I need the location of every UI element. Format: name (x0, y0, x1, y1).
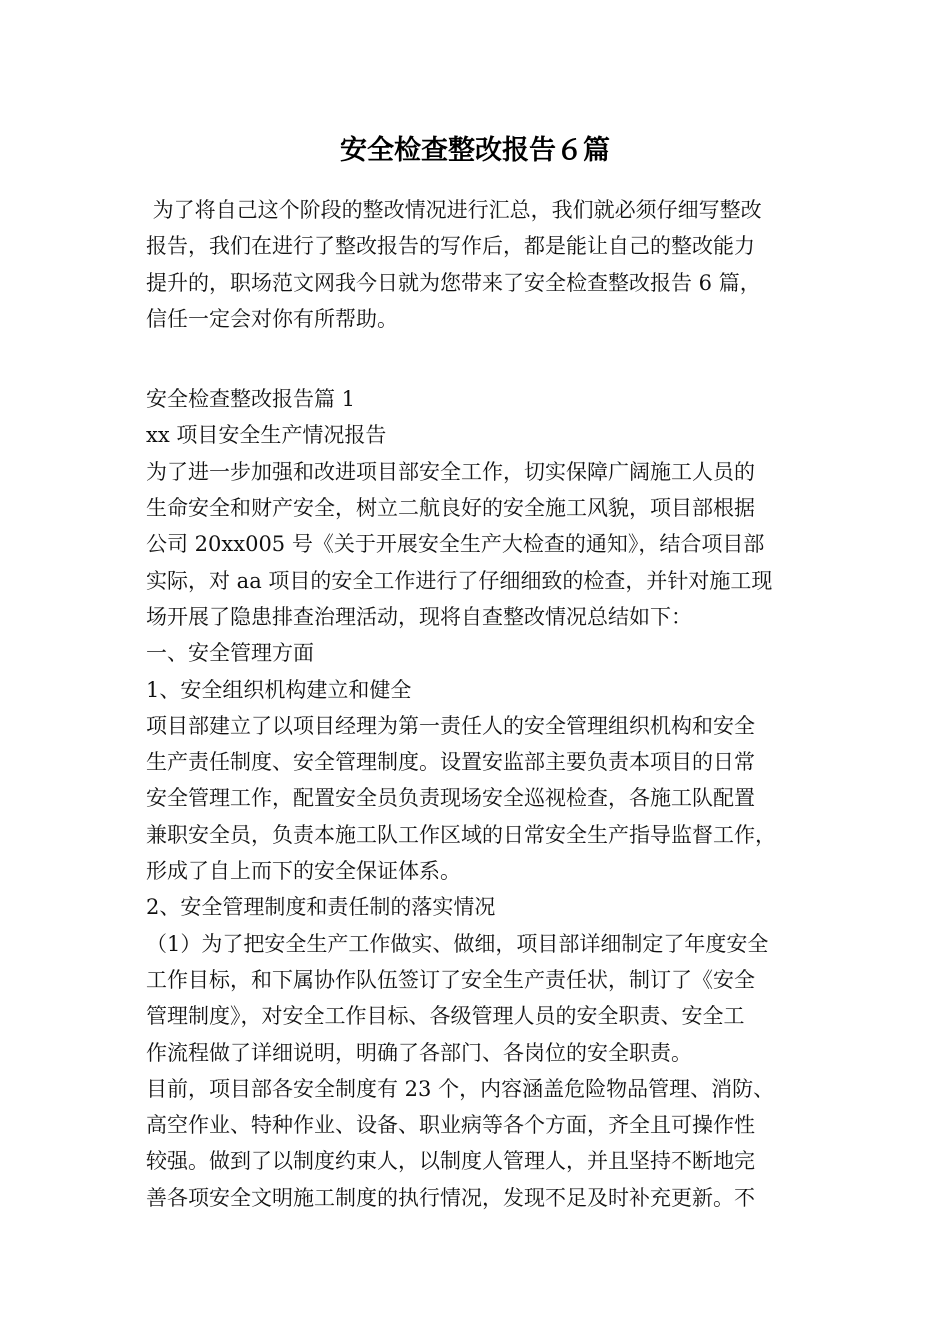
text-line: 兼职安全员，负责本施工队工作区域的日常安全生产指导监督工作， (146, 822, 776, 847)
text-line: 生命安全和财产安全，树立二航良好的安全施工风貌，项目部根据 (146, 496, 755, 521)
text-line: （1）为了把安全生产工作做实、做细，项目部详细制定了年度安全 (146, 931, 769, 956)
text-line: 善各项安全文明施工制度的执行情况，发现不足及时补充更新。不 (146, 1185, 755, 1210)
text-line: 管理制度》，对安全工作目标、各级管理人员的安全职责、安全工 (146, 1004, 745, 1029)
text-line: 提升的，职场范文网我今日就为您带来了安全检查整改报告 6 篇， (146, 270, 761, 295)
text-line: 项目部建立了以项目经理为第一责任人的安全管理组织机构和安全 (146, 713, 755, 738)
text-line: 信任一定会对你有所帮助。 (146, 306, 398, 331)
text-line: 报告，我们在进行了整改报告的写作后，都是能让自己的整改能力 (146, 234, 755, 259)
text-line: 1、安全组织机构建立和健全 (146, 677, 412, 702)
text-line: 为了将自己这个阶段的整改情况进行汇总，我们就必须仔细写整改 (146, 198, 762, 222)
text-line: 生产责任制度、安全管理制度。设置安监部主要负责本项目的日常 (146, 750, 755, 775)
text-line: 安全检查整改报告篇 1 (146, 387, 356, 412)
text-line: 较强。做到了以制度约束人，以制度人管理人，并且坚持不断地完 (146, 1149, 755, 1174)
text-line: xx 项目安全生产情况报告 (146, 423, 387, 448)
text-line: 一、安全管理方面 (146, 641, 314, 666)
text-line: 高空作业、特种作业、设备、职业病等各个方面，齐全且可操作性 (146, 1113, 755, 1138)
text-line: 2、安全管理制度和责任制的落实情况 (146, 895, 496, 920)
text-line: 工作目标，和下属协作队伍签订了安全生产责任状，制订了《安全 (146, 967, 755, 992)
text-line: 目前，项目部各安全制度有 23 个，内容涵盖危险物品管理、消防、 (146, 1076, 775, 1101)
text-line: 实际，对 aa 项目的安全工作进行了仔细细致的检查，并针对施工现 (146, 568, 773, 593)
text-line: 作流程做了详细说明，明确了各部门、各岗位的安全职责。 (146, 1040, 692, 1065)
text-line: 为了进一步加强和改进项目部安全工作，切实保障广阔施工人员的 (146, 459, 755, 484)
document-title: 安全检查整改报告６篇 (340, 135, 610, 166)
document-body (146, 192, 818, 1216)
text-line: 形成了自上而下的安全保证体系。 (146, 859, 461, 884)
text-line: 安全管理工作，配置安全员负责现场安全巡视检查，各施工队配置 (146, 786, 755, 811)
paragraph-spacer (146, 337, 818, 381)
text-line: 场开展了隐患排查治理活动，现将自查整改情况总结如下： (146, 604, 692, 629)
text-line: 公司 20xx005 号《关于开展安全生产大检查的通知》，结合项目部 (146, 532, 765, 557)
